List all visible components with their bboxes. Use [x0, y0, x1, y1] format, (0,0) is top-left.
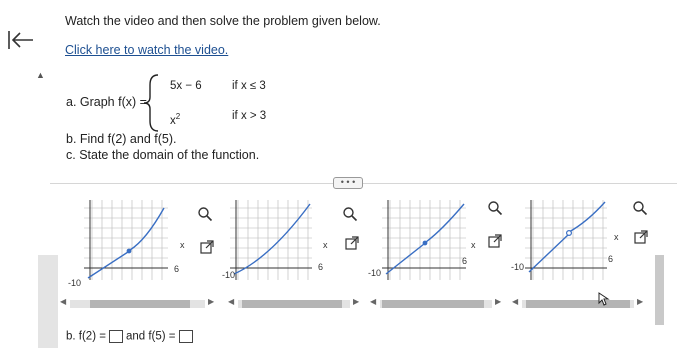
graph-c-x-tick: 6 — [462, 256, 468, 266]
answer-middle: and f(5) = — [125, 330, 176, 343]
scroll-thumb[interactable] — [382, 300, 484, 308]
graph-c-y-label: -10 — [368, 268, 382, 278]
graph-option-c[interactable] — [382, 200, 466, 280]
back-arrow-icon[interactable] — [6, 28, 36, 52]
piece2-condition: if x > 3 — [232, 110, 267, 122]
piece1-expression: 5x − 6 — [170, 80, 202, 92]
piece2-exponent: 2 — [175, 112, 181, 121]
video-link[interactable]: Click here to watch the video. — [65, 43, 229, 57]
f2-answer-input[interactable] — [109, 330, 123, 343]
graph-d-x-tag: x — [614, 232, 619, 242]
f5-answer-input[interactable] — [179, 330, 193, 343]
scroll-thumb[interactable] — [90, 300, 190, 308]
graph-a-scrollbar[interactable] — [60, 297, 220, 311]
expand-graph-icon[interactable] — [634, 230, 648, 244]
part-b-text: b. Find f(2) and f(5). — [66, 132, 177, 146]
left-shade — [38, 255, 58, 348]
scroll-right-icon[interactable]: ▶ — [637, 297, 644, 306]
answer-row — [66, 330, 196, 343]
scroll-up-icon[interactable]: ▲ — [36, 70, 45, 80]
expand-more-button[interactable]: • • • — [333, 177, 363, 189]
graph-option-d[interactable] — [525, 200, 607, 280]
piece2-base: x — [170, 114, 176, 127]
graph-b-x-tag: x — [323, 240, 328, 250]
brace-icon — [140, 73, 162, 133]
scroll-left-icon[interactable]: ◀ — [512, 297, 519, 306]
part-c-text: c. State the domain of the function. — [66, 148, 260, 162]
scroll-left-icon[interactable]: ◀ — [60, 297, 67, 306]
scroll-left-icon[interactable]: ◀ — [228, 297, 235, 306]
part-a-text: a. Graph f(x) = — [66, 95, 147, 109]
magnify-icon[interactable] — [632, 200, 648, 216]
answer-prefix: b. f(2) = — [66, 330, 106, 343]
page-scrollbar[interactable] — [655, 255, 664, 325]
mouse-cursor-icon — [598, 292, 610, 306]
graph-b-x-tick: 6 — [318, 262, 324, 272]
graph-c-scrollbar[interactable] — [370, 297, 510, 311]
expand-graph-icon[interactable] — [345, 236, 359, 250]
expand-graph-icon[interactable] — [200, 240, 214, 254]
scroll-right-icon[interactable]: ▶ — [208, 297, 215, 306]
scroll-left-icon[interactable]: ◀ — [370, 297, 377, 306]
graph-b-svg — [230, 200, 312, 280]
scroll-right-icon[interactable]: ▶ — [495, 297, 502, 306]
graph-d-y-label: -10 — [511, 262, 525, 272]
magnify-icon[interactable] — [197, 206, 213, 222]
graph-d-svg — [525, 200, 607, 280]
graph-a-y-label: -10 — [68, 278, 82, 288]
divider — [50, 183, 677, 184]
graph-c-x-tag: x — [471, 240, 476, 250]
magnify-icon[interactable] — [487, 200, 503, 216]
expand-graph-icon[interactable] — [488, 234, 502, 248]
instructions-text: Watch the video and then solve the problem given below. — [65, 14, 381, 28]
scroll-right-icon[interactable]: ▶ — [353, 297, 360, 306]
graph-d-scrollbar[interactable] — [512, 297, 652, 311]
graph-option-b[interactable] — [230, 200, 312, 280]
graph-a-x-tick: 6 — [174, 264, 180, 274]
scroll-thumb[interactable] — [526, 300, 630, 308]
graph-a-svg — [84, 200, 168, 280]
graph-b-scrollbar[interactable] — [228, 297, 368, 311]
piece1-condition: if x ≤ 3 — [232, 80, 266, 92]
piece2-expression — [170, 112, 180, 127]
graph-b-y-label: -10 — [222, 270, 236, 280]
part-a-label — [66, 95, 147, 109]
graph-option-a[interactable] — [84, 200, 168, 280]
graph-a-x-tag: x — [180, 240, 185, 250]
magnify-icon[interactable] — [342, 206, 358, 222]
scroll-thumb[interactable] — [242, 300, 342, 308]
graph-d-x-tick: 6 — [608, 254, 614, 264]
graph-c-svg — [382, 200, 466, 280]
